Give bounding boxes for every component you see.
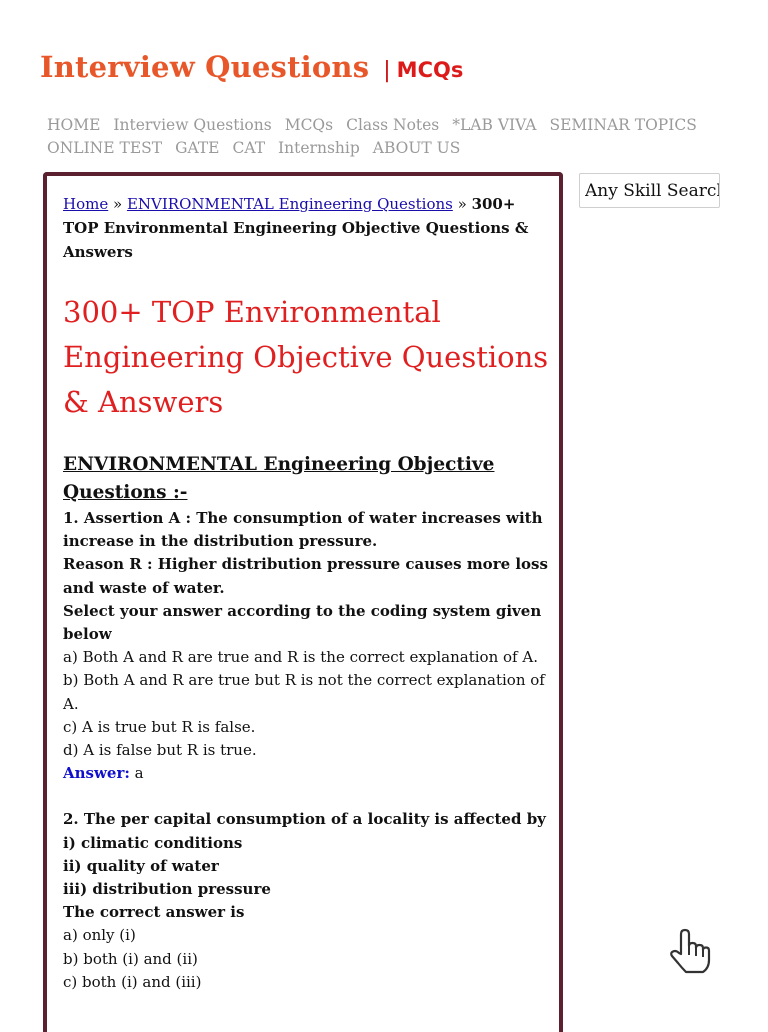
question-text: Select your answer according to the coding system given below bbox=[63, 601, 542, 644]
nav-interview-questions[interactable]: Interview Questions bbox=[113, 116, 272, 134]
question-text: 2. The per capital consumption of a locality is affected by bbox=[63, 810, 546, 829]
breadcrumb-current: 300+ TOP Environmental Engineering Objective Questions & Answers bbox=[63, 195, 529, 261]
question-2 bbox=[63, 808, 553, 994]
option-item: b) both (i) and (ii) bbox=[63, 949, 198, 968]
option-item: c) A is true but R is false. bbox=[63, 717, 256, 736]
site-logo[interactable] bbox=[40, 50, 463, 84]
main-nav bbox=[47, 114, 727, 160]
question-1 bbox=[63, 507, 553, 785]
answer-label: Answer: bbox=[63, 764, 130, 783]
option-item: b) Both A and R are true but R is not the correct explanation of A. bbox=[63, 671, 545, 713]
nav-internship[interactable]: Internship bbox=[278, 139, 360, 157]
breadcrumb-category[interactable]: ENVIRONMENTAL Engineering Questions bbox=[126, 195, 453, 213]
breadcrumb bbox=[63, 192, 553, 264]
page-title: 300+ TOP Environmental Engineering Objective Questions & Answers bbox=[63, 295, 549, 419]
post-content bbox=[43, 172, 563, 1032]
question-text: iii) distribution pressure bbox=[63, 880, 271, 899]
nav-online-test[interactable]: ONLINE TEST bbox=[47, 139, 163, 157]
question-text: The correct answer is bbox=[63, 903, 245, 922]
nav-seminar-topics[interactable]: SEMINAR TOPICS bbox=[549, 116, 697, 134]
question-text: ii) quality of water bbox=[63, 856, 219, 875]
option-item: a) only (i) bbox=[63, 926, 136, 945]
question-text: Reason R : Higher distribution pressure causes more loss and waste of water. bbox=[63, 555, 548, 597]
logo-subtitle: MCQs bbox=[396, 58, 464, 82]
breadcrumb-separator: » bbox=[108, 195, 127, 213]
nav-home[interactable]: HOME bbox=[47, 116, 101, 134]
question-text: i) climatic conditions bbox=[63, 833, 243, 852]
option-item: c) both (i) and (iii) bbox=[63, 972, 202, 991]
nav-cat[interactable]: CAT bbox=[232, 139, 266, 157]
skill-search-input[interactable] bbox=[579, 173, 720, 208]
nav-about-us[interactable]: ABOUT US bbox=[372, 139, 461, 157]
nav-mcqs[interactable]: MCQs bbox=[284, 116, 334, 134]
answer-value: a bbox=[129, 764, 144, 783]
breadcrumb-separator: » bbox=[452, 195, 472, 213]
question-text: 1. Assertion A : The consumption of water increases with increase in the distribution pressure. bbox=[63, 509, 543, 551]
logo-separator: | bbox=[383, 58, 391, 83]
option-item: a) Both A and R are true and R is the correct explanation of A. bbox=[63, 648, 538, 667]
nav-gate[interactable]: GATE bbox=[175, 139, 220, 157]
nav-lab-viva[interactable]: *LAB VIVA bbox=[452, 116, 537, 134]
breadcrumb-home[interactable]: Home bbox=[63, 195, 109, 213]
answer-line bbox=[63, 762, 553, 785]
section-heading: ENVIRONMENTAL Engineering Objective Questions :- bbox=[63, 454, 495, 503]
pointing-hand-icon bbox=[667, 928, 711, 974]
nav-class-notes[interactable]: Class Notes bbox=[346, 116, 440, 134]
logo-title: Interview Questions bbox=[40, 50, 370, 84]
option-item: d) A is false but R is true. bbox=[63, 741, 257, 760]
